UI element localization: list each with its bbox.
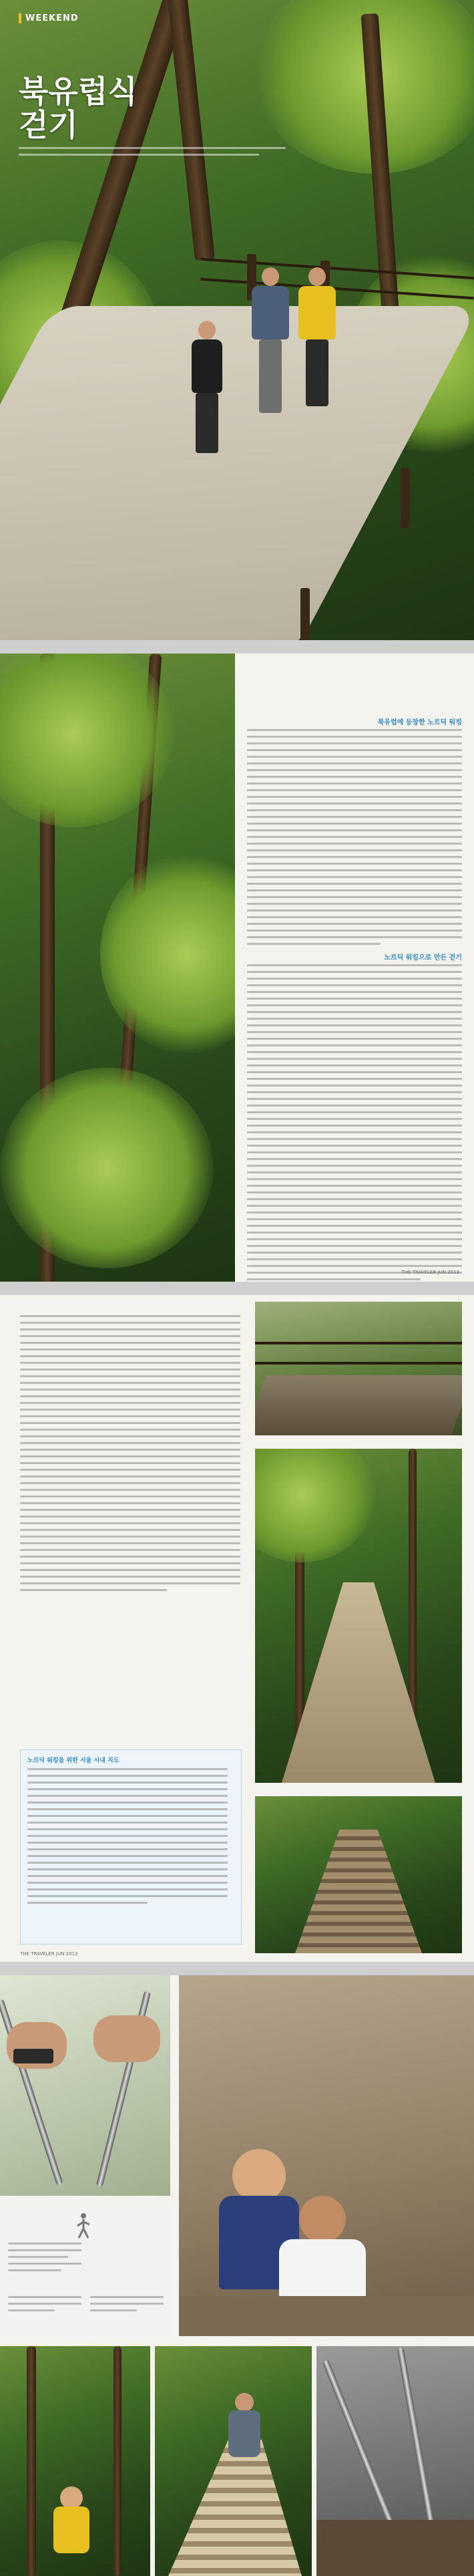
body-text-blurred <box>20 1315 240 1591</box>
magazine-page-1 <box>0 0 474 640</box>
subhead-nordic-walking-making: 노르딕 워킹으로 만든 걷기 <box>384 954 462 962</box>
magazine-page-4 <box>0 1975 474 2576</box>
walking-person-icon <box>73 2212 93 2239</box>
hiker-woman-figure <box>187 321 227 453</box>
intro-blurred-text <box>19 147 299 160</box>
pole-on-rock-photo <box>316 2346 474 2576</box>
subhead-nordic-walking-origin: 북유럽에 등장한 노르딕 워킹 <box>377 719 462 726</box>
section-label: WEEKEND <box>19 13 79 23</box>
article-column <box>247 719 462 1282</box>
tip-text-blurred-3 <box>90 2296 164 2316</box>
body-text-blurred-2 <box>247 964 462 1280</box>
stairs-trail-photo <box>255 1796 462 1953</box>
page-title: 북유럽식 걷기 <box>19 74 138 143</box>
forest-trail-photo <box>0 654 235 1282</box>
rocky-trail-photo <box>255 1449 462 1783</box>
hiker-yellow-jacket-figure <box>294 267 340 406</box>
magazine-page-2 <box>0 654 474 1282</box>
wooden-stairs-photo <box>155 2346 312 2576</box>
child-hiker-forest-photo <box>0 2346 150 2576</box>
info-box-text-blurred <box>27 1768 234 1904</box>
tip-text-blurred-1 <box>8 2243 81 2276</box>
magazine-page-3 <box>0 1295 474 1962</box>
article-column <box>20 1315 240 1596</box>
page-footer: THE TRAVELER JUN 2013 <box>401 1270 459 1275</box>
pole-grip-closeup-photo <box>0 1975 170 2196</box>
tip-text-blurred-2 <box>8 2296 81 2316</box>
nordic-walking-tips-panel <box>0 2202 170 2336</box>
children-on-rock-photo <box>179 1975 474 2336</box>
boardwalk-photo <box>255 1302 462 1435</box>
hiker-man-figure <box>247 267 294 413</box>
map-info-box <box>20 1749 242 1945</box>
page-footer: THE TRAVELER JUN 2013 <box>20 1951 78 1957</box>
info-box-title: 노르딕 워킹을 위한 서울 시내 지도 <box>27 1757 120 1764</box>
body-text-blurred <box>247 729 462 945</box>
